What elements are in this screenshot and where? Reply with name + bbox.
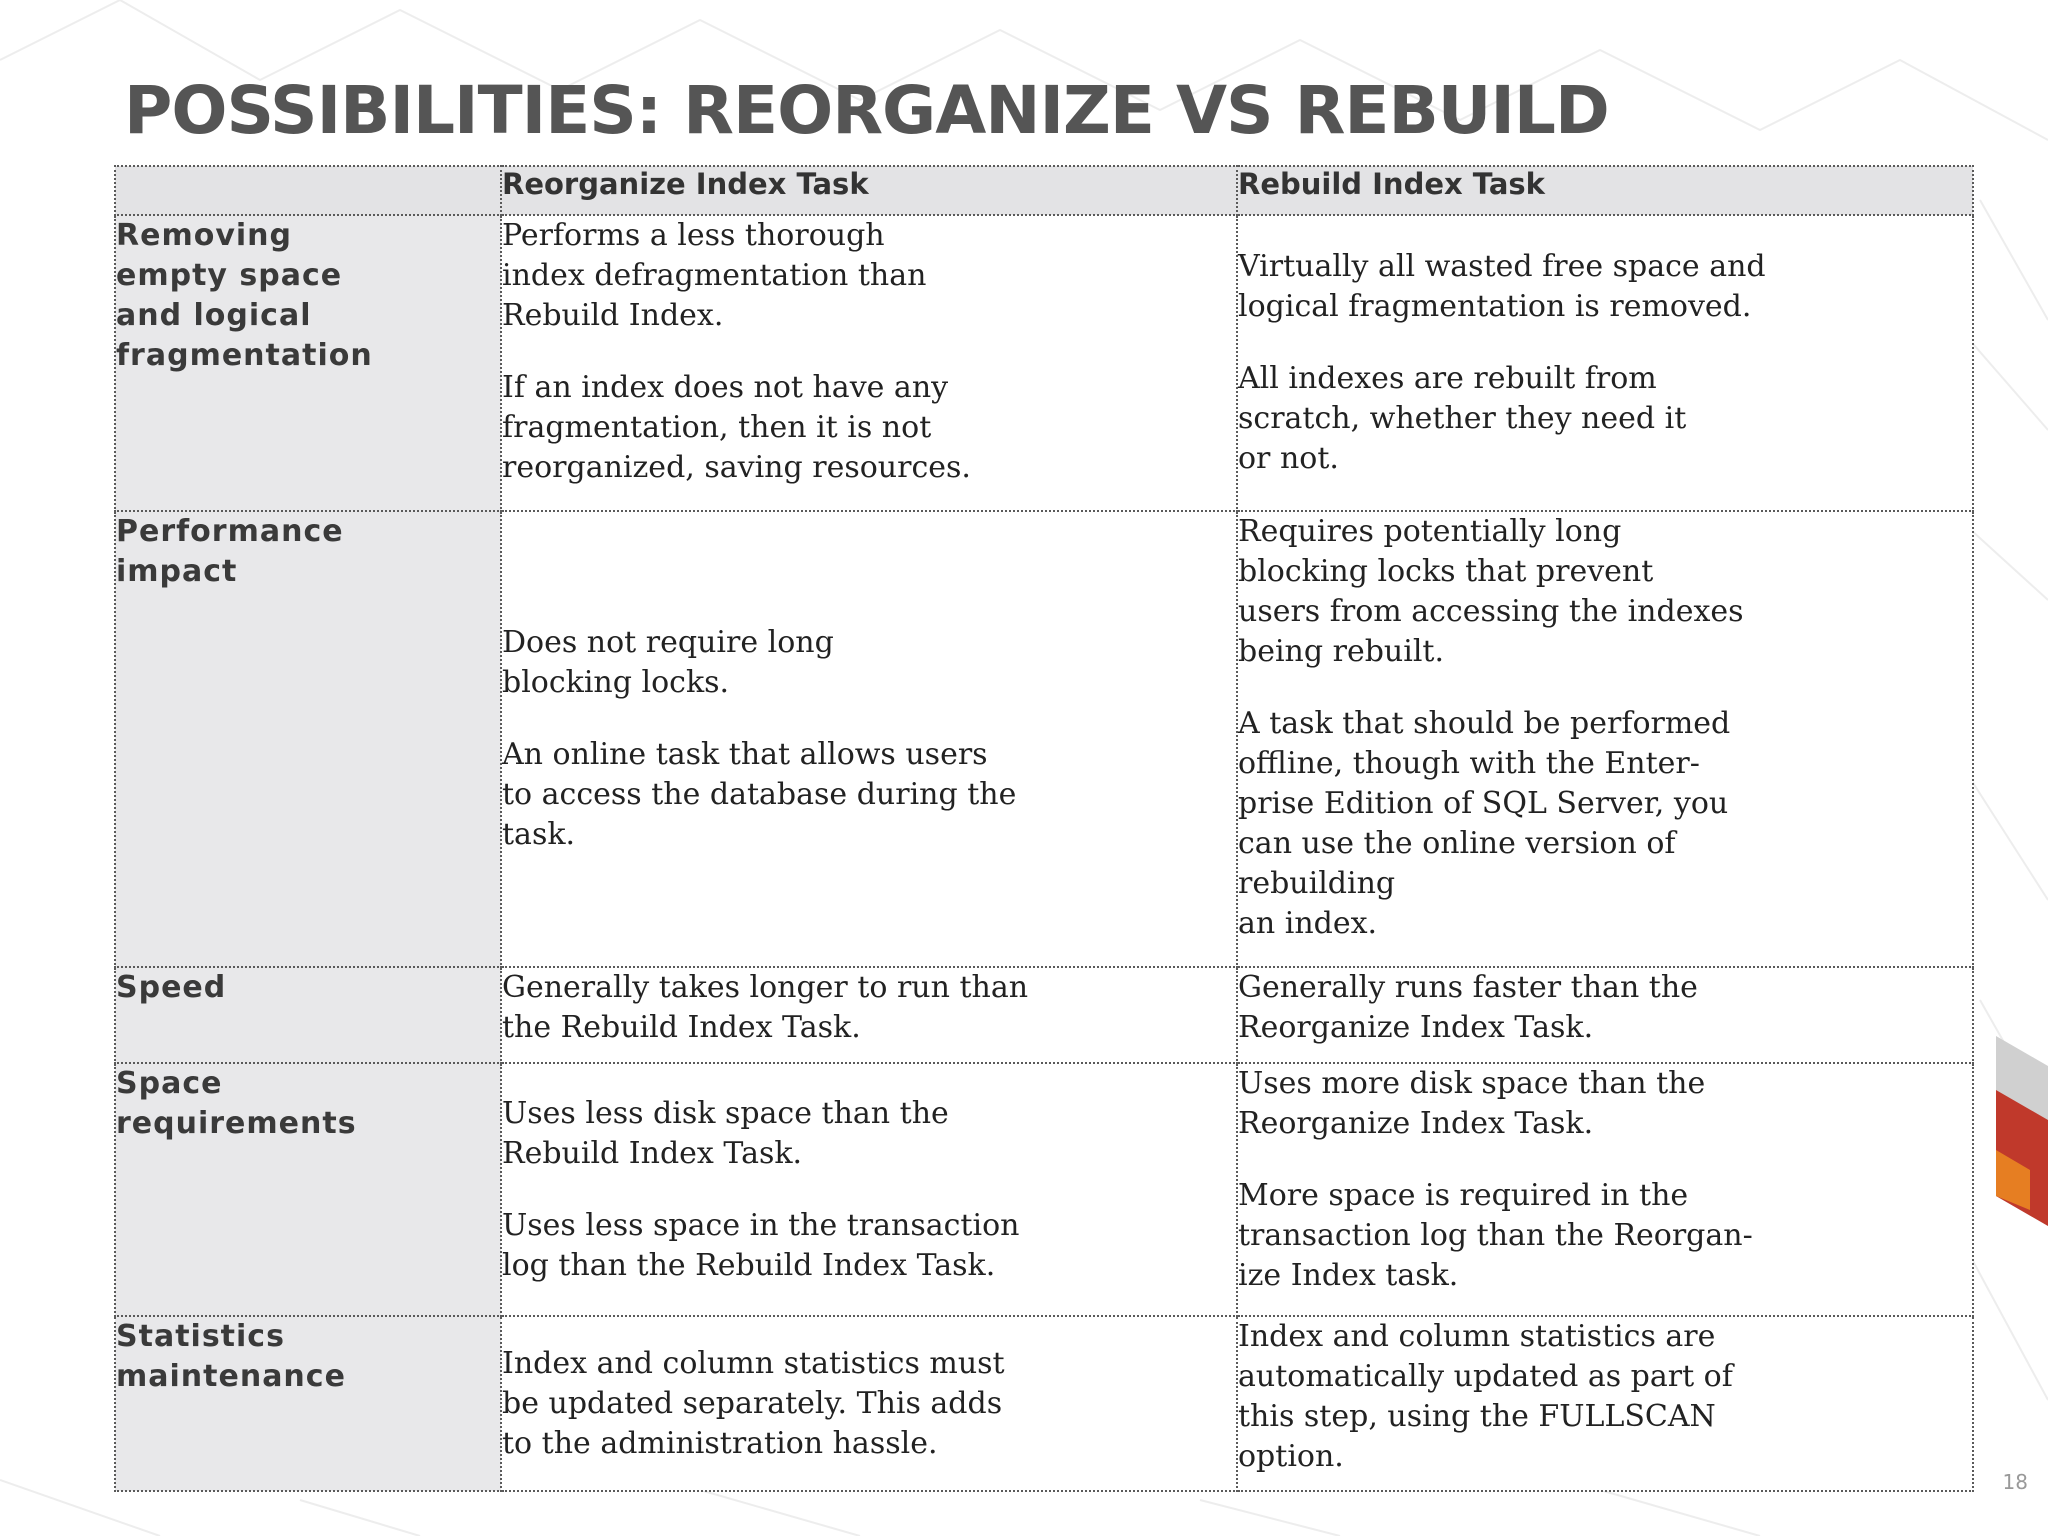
cell-paragraph: Uses less disk space than the Rebuild Index Task. bbox=[502, 1095, 949, 1171]
cell-paragraph: Generally runs faster than the Reorganize Index Task. bbox=[1238, 970, 1698, 1045]
header-reorganize: Reorganize Index Task bbox=[501, 166, 1237, 215]
cell-reorganize-statistics bbox=[501, 1316, 1237, 1491]
table-row bbox=[115, 1063, 1973, 1316]
cell-paragraph: Uses more disk space than the Reorganize Index Task. bbox=[1238, 1066, 1706, 1141]
cell-rebuild-speed bbox=[1237, 967, 1973, 1063]
cell-paragraph: Uses less space in the transaction log than the Rebuild Index Task. bbox=[502, 1207, 1020, 1283]
cell-reorganize-removing-space bbox=[501, 215, 1237, 511]
cell-rebuild-removing-space bbox=[1237, 215, 1973, 511]
cell-paragraph: Index and column statistics are automatically updated as part of this step, using the FULLSCAN option. bbox=[1238, 1319, 1733, 1474]
page-number: 18 bbox=[2002, 1470, 2028, 1494]
cell-paragraph: An online task that allows users to access the database during the task. bbox=[502, 737, 1017, 852]
table-row bbox=[115, 967, 1973, 1063]
cell-paragraph: A task that should be performed offline, though with the Enter- prise Edition of SQL Server, you can use the online version of rebuilding an index. bbox=[1238, 706, 1731, 941]
cell-reorganize-space bbox=[501, 1063, 1237, 1316]
cell-paragraph: More space is required in the transaction log than the Reorgan- ize Index task. bbox=[1238, 1178, 1753, 1293]
table-row bbox=[115, 215, 1973, 511]
cell-reorganize-speed bbox=[501, 967, 1237, 1063]
cell-rebuild-statistics bbox=[1237, 1316, 1973, 1491]
cell-paragraph: If an index does not have any fragmentation, then it is not reorganized, saving resources. bbox=[502, 370, 971, 485]
row-label-removing-space: Removing empty space and logical fragmentation bbox=[115, 215, 501, 511]
cell-paragraph: Requires potentially long blocking locks that prevent users from accessing the indexes being rebuilt. bbox=[1238, 514, 1744, 669]
cell-paragraph: Generally takes longer to run than the Rebuild Index Task. bbox=[502, 970, 1029, 1045]
comparison-table-container bbox=[114, 165, 1972, 1488]
cell-reorganize-performance bbox=[501, 511, 1237, 967]
header-rebuild: Rebuild Index Task bbox=[1237, 166, 1973, 215]
row-label-speed: Speed bbox=[115, 967, 501, 1063]
cell-paragraph: Does not require long blocking locks. bbox=[502, 625, 834, 700]
comparison-table bbox=[114, 165, 1974, 1492]
row-label-space-requirements: Space requirements bbox=[115, 1063, 501, 1316]
table-row bbox=[115, 511, 1973, 967]
cell-rebuild-space bbox=[1237, 1063, 1973, 1316]
row-label-performance: Performance impact bbox=[115, 511, 501, 967]
row-label-statistics: Statistics maintenance bbox=[115, 1316, 501, 1491]
header-empty-cell bbox=[115, 166, 501, 215]
decorative-cube bbox=[1996, 1036, 2048, 1226]
cell-paragraph: Virtually all wasted free space and logical fragmentation is removed. bbox=[1238, 249, 1766, 324]
cell-paragraph: Index and column statistics must be updated separately. This adds to the administration hassle. bbox=[502, 1345, 1005, 1461]
cell-paragraph: Performs a less thorough index defragmentation than Rebuild Index. bbox=[502, 218, 927, 333]
page-title: POSSIBILITIES: REORGANIZE VS REBUILD bbox=[124, 72, 1609, 149]
cell-rebuild-performance bbox=[1237, 511, 1973, 967]
table-header-row bbox=[115, 166, 1973, 215]
table-row bbox=[115, 1316, 1973, 1491]
cell-paragraph: All indexes are rebuilt from scratch, whether they need it or not. bbox=[1238, 361, 1687, 476]
